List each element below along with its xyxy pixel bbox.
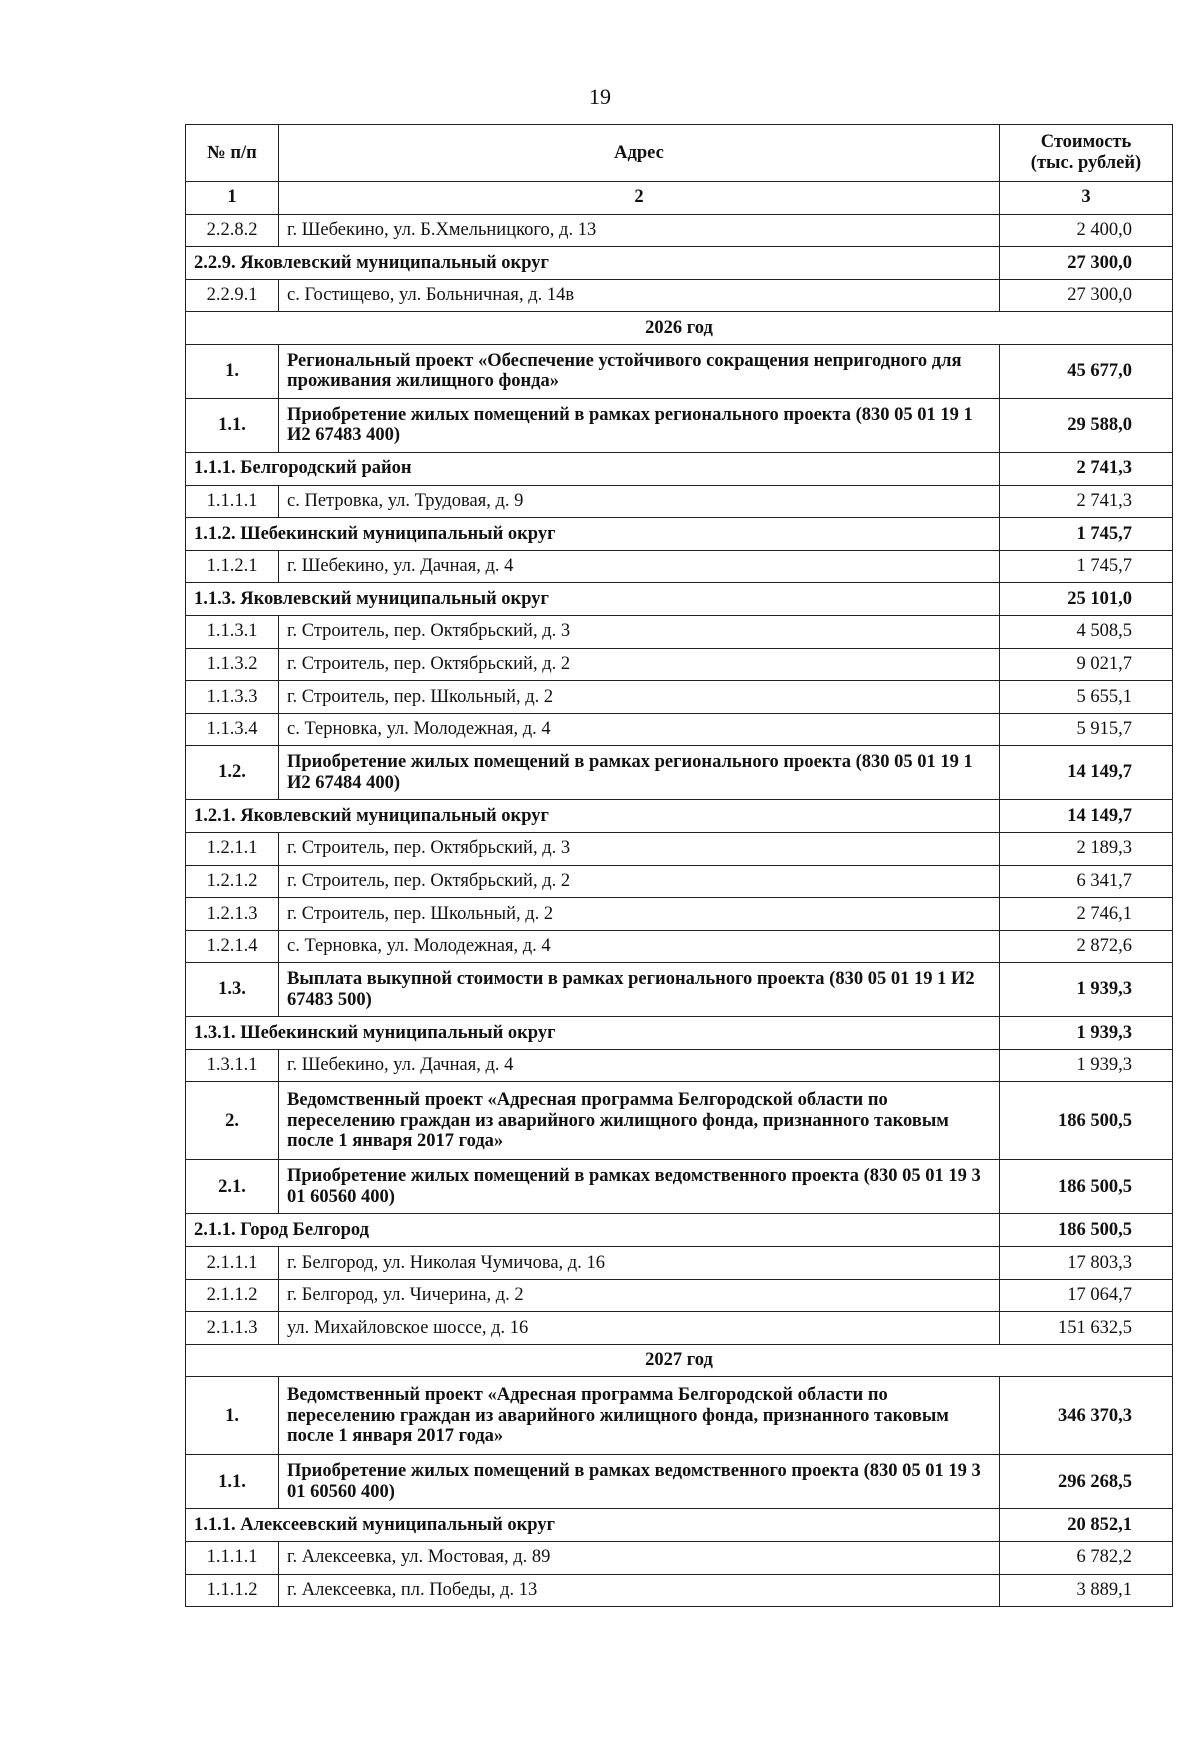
item-cost: 17 803,3 bbox=[1000, 1247, 1173, 1280]
group-title: 1.1.1. Алексеевский муниципальный округ bbox=[186, 1509, 1000, 1542]
project-number: 1.2. bbox=[186, 746, 279, 800]
table-row bbox=[186, 1542, 1173, 1575]
item-cost: 1 745,7 bbox=[1000, 550, 1173, 583]
item-address: г. Строитель, пер. Октябрьский, д. 2 bbox=[279, 648, 1000, 681]
project-row bbox=[186, 398, 1173, 452]
item-number: 2.1.1.2 bbox=[186, 1279, 279, 1312]
item-address: г. Алексеевка, пл. Победы, д. 13 bbox=[279, 1574, 1000, 1607]
group-row bbox=[186, 1214, 1173, 1247]
item-cost: 2 741,3 bbox=[1000, 485, 1173, 518]
project-row bbox=[186, 1160, 1173, 1214]
group-cost: 1 939,3 bbox=[1000, 1017, 1173, 1050]
item-cost: 27 300,0 bbox=[1000, 279, 1173, 312]
item-address: г. Белгород, ул. Николая Чумичова, д. 16 bbox=[279, 1247, 1000, 1280]
project-title: Региональный проект «Обеспечение устойчивого сокращения непригодного для проживания жилищного фонда» bbox=[279, 344, 1000, 398]
header-address: Адрес bbox=[279, 125, 1000, 182]
table-row bbox=[186, 1312, 1173, 1345]
item-cost: 6 341,7 bbox=[1000, 865, 1173, 898]
item-cost: 151 632,5 bbox=[1000, 1312, 1173, 1345]
group-title: 2.2.9. Яковлевский муниципальный округ bbox=[186, 247, 1000, 280]
group-title: 1.2.1. Яковлевский муниципальный округ bbox=[186, 800, 1000, 833]
col-index-2: 2 bbox=[279, 182, 1000, 215]
project-cost: 45 677,0 bbox=[1000, 344, 1173, 398]
item-address: г. Строитель, пер. Октябрьский, д. 3 bbox=[279, 832, 1000, 865]
item-number: 2.1.1.1 bbox=[186, 1247, 279, 1280]
item-number: 1.3.1.1 bbox=[186, 1049, 279, 1082]
item-address: г. Шебекино, ул. Б.Хмельницкого, д. 13 bbox=[279, 214, 1000, 247]
item-cost: 17 064,7 bbox=[1000, 1279, 1173, 1312]
project-number: 1. bbox=[186, 1377, 279, 1455]
project-cost: 346 370,3 bbox=[1000, 1377, 1173, 1455]
item-number: 1.2.1.2 bbox=[186, 865, 279, 898]
project-row bbox=[186, 963, 1173, 1017]
table-row bbox=[186, 648, 1173, 681]
address-cost-table bbox=[185, 124, 1173, 1607]
item-address: с. Петровка, ул. Трудовая, д. 9 bbox=[279, 485, 1000, 518]
table-row bbox=[186, 279, 1173, 312]
table-row bbox=[186, 681, 1173, 714]
item-address: г. Строитель, пер. Школьный, д. 2 bbox=[279, 898, 1000, 931]
item-cost: 1 939,3 bbox=[1000, 1049, 1173, 1082]
group-cost: 186 500,5 bbox=[1000, 1214, 1173, 1247]
item-cost: 2 872,6 bbox=[1000, 930, 1173, 963]
item-address: г. Белгород, ул. Чичерина, д. 2 bbox=[279, 1279, 1000, 1312]
group-title: 1.1.1. Белгородский район bbox=[186, 452, 1000, 485]
project-cost: 29 588,0 bbox=[1000, 398, 1173, 452]
page-number: 19 bbox=[589, 84, 611, 109]
header-number: № п/п bbox=[186, 125, 279, 182]
year-row bbox=[186, 312, 1173, 345]
table-row bbox=[186, 214, 1173, 247]
item-number: 1.2.1.3 bbox=[186, 898, 279, 931]
table-row bbox=[186, 865, 1173, 898]
group-cost: 25 101,0 bbox=[1000, 583, 1173, 616]
project-title: Приобретение жилых помещений в рамках ведомственного проекта (830 05 01 19 3 01 60560 400) bbox=[279, 1455, 1000, 1509]
item-address: ул. Михайловское шоссе, д. 16 bbox=[279, 1312, 1000, 1345]
item-number: 1.1.3.1 bbox=[186, 615, 279, 648]
group-cost: 14 149,7 bbox=[1000, 800, 1173, 833]
item-address: с. Терновка, ул. Молодежная, д. 4 bbox=[279, 930, 1000, 963]
group-row bbox=[186, 800, 1173, 833]
project-row bbox=[186, 344, 1173, 398]
table-row bbox=[186, 615, 1173, 648]
project-cost: 14 149,7 bbox=[1000, 746, 1173, 800]
item-address: с. Гостищево, ул. Больничная, д. 14в bbox=[279, 279, 1000, 312]
table-row bbox=[186, 1247, 1173, 1280]
project-title: Выплата выкупной стоимости в рамках регионального проекта (830 05 01 19 1 И2 67483 500) bbox=[279, 963, 1000, 1017]
col-index-1: 1 bbox=[186, 182, 279, 215]
item-number: 1.1.3.4 bbox=[186, 713, 279, 746]
project-number: 1. bbox=[186, 344, 279, 398]
group-row bbox=[186, 452, 1173, 485]
item-number: 1.1.1.2 bbox=[186, 1574, 279, 1607]
table-row bbox=[186, 485, 1173, 518]
item-number: 1.1.3.3 bbox=[186, 681, 279, 714]
group-row bbox=[186, 247, 1173, 280]
item-number: 1.2.1.1 bbox=[186, 832, 279, 865]
project-number: 1.1. bbox=[186, 1455, 279, 1509]
item-cost: 4 508,5 bbox=[1000, 615, 1173, 648]
table-row bbox=[186, 1279, 1173, 1312]
group-cost: 2 741,3 bbox=[1000, 452, 1173, 485]
table-body bbox=[186, 214, 1173, 1607]
header-cost bbox=[1000, 125, 1173, 182]
project-number: 1.1. bbox=[186, 398, 279, 452]
item-address: г. Строитель, пер. Школьный, д. 2 bbox=[279, 681, 1000, 714]
group-cost: 27 300,0 bbox=[1000, 247, 1173, 280]
item-address: г. Строитель, пер. Октябрьский, д. 3 bbox=[279, 615, 1000, 648]
item-number: 2.2.8.2 bbox=[186, 214, 279, 247]
item-address: г. Алексеевка, ул. Мостовая, д. 89 bbox=[279, 1542, 1000, 1575]
item-cost: 6 782,2 bbox=[1000, 1542, 1173, 1575]
item-cost: 9 021,7 bbox=[1000, 648, 1173, 681]
project-row bbox=[186, 1455, 1173, 1509]
project-number: 1.3. bbox=[186, 963, 279, 1017]
year-row bbox=[186, 1344, 1173, 1377]
item-number: 1.1.3.2 bbox=[186, 648, 279, 681]
group-row bbox=[186, 1509, 1173, 1542]
group-title: 2.1.1. Город Белгород bbox=[186, 1214, 1000, 1247]
project-number: 2. bbox=[186, 1082, 279, 1160]
header-cost-line1: Стоимость bbox=[1040, 132, 1132, 153]
group-row bbox=[186, 583, 1173, 616]
item-address: г. Строитель, пер. Октябрьский, д. 2 bbox=[279, 865, 1000, 898]
item-number: 1.2.1.4 bbox=[186, 930, 279, 963]
item-number: 1.1.2.1 bbox=[186, 550, 279, 583]
header-cost-line2: (тыс. рублей) bbox=[1030, 153, 1142, 173]
group-cost: 1 745,7 bbox=[1000, 518, 1173, 551]
group-title: 1.3.1. Шебекинский муниципальный округ bbox=[186, 1017, 1000, 1050]
project-title: Приобретение жилых помещений в рамках регионального проекта (830 05 01 19 1 И2 67484 400) bbox=[279, 746, 1000, 800]
group-title: 1.1.3. Яковлевский муниципальный округ bbox=[186, 583, 1000, 616]
project-row bbox=[186, 1377, 1173, 1455]
project-number: 2.1. bbox=[186, 1160, 279, 1214]
item-cost: 3 889,1 bbox=[1000, 1574, 1173, 1607]
project-title: Приобретение жилых помещений в рамках ведомственного проекта (830 05 01 19 3 01 60560 400) bbox=[279, 1160, 1000, 1214]
project-title: Ведомственный проект «Адресная программа Белгородской области по переселению граждан из аварийного жилищного фонда, признанного таковым после 1 января 2017 года» bbox=[279, 1082, 1000, 1160]
col-index-3: 3 bbox=[1000, 182, 1173, 215]
project-title: Ведомственный проект «Адресная программа Белгородской области по переселению граждан из аварийного жилищного фонда, признанного таковым после 1 января 2017 года» bbox=[279, 1377, 1000, 1455]
item-number: 2.1.1.3 bbox=[186, 1312, 279, 1345]
item-cost: 2 746,1 bbox=[1000, 898, 1173, 931]
group-row bbox=[186, 1017, 1173, 1050]
item-address: с. Терновка, ул. Молодежная, д. 4 bbox=[279, 713, 1000, 746]
item-number: 1.1.1.1 bbox=[186, 1542, 279, 1575]
project-cost: 186 500,5 bbox=[1000, 1160, 1173, 1214]
project-cost: 1 939,3 bbox=[1000, 963, 1173, 1017]
project-cost: 186 500,5 bbox=[1000, 1082, 1173, 1160]
project-row bbox=[186, 746, 1173, 800]
year-label: 2027 год bbox=[186, 1344, 1173, 1377]
project-title: Приобретение жилых помещений в рамках регионального проекта (830 05 01 19 1 И2 67483 400) bbox=[279, 398, 1000, 452]
table-row bbox=[186, 713, 1173, 746]
item-number: 2.2.9.1 bbox=[186, 279, 279, 312]
table-row bbox=[186, 1574, 1173, 1607]
project-cost: 296 268,5 bbox=[1000, 1455, 1173, 1509]
item-address: г. Шебекино, ул. Дачная, д. 4 bbox=[279, 1049, 1000, 1082]
item-cost: 2 189,3 bbox=[1000, 832, 1173, 865]
item-number: 1.1.1.1 bbox=[186, 485, 279, 518]
group-title: 1.1.2. Шебекинский муниципальный округ bbox=[186, 518, 1000, 551]
table-row bbox=[186, 832, 1173, 865]
table-row bbox=[186, 1049, 1173, 1082]
table-row bbox=[186, 898, 1173, 931]
group-row bbox=[186, 518, 1173, 551]
item-cost: 2 400,0 bbox=[1000, 214, 1173, 247]
table-row bbox=[186, 930, 1173, 963]
project-row bbox=[186, 1082, 1173, 1160]
item-address: г. Шебекино, ул. Дачная, д. 4 bbox=[279, 550, 1000, 583]
item-cost: 5 915,7 bbox=[1000, 713, 1173, 746]
item-cost: 5 655,1 bbox=[1000, 681, 1173, 714]
group-cost: 20 852,1 bbox=[1000, 1509, 1173, 1542]
year-label: 2026 год bbox=[186, 312, 1173, 345]
table-header bbox=[186, 125, 1173, 215]
table-row bbox=[186, 550, 1173, 583]
